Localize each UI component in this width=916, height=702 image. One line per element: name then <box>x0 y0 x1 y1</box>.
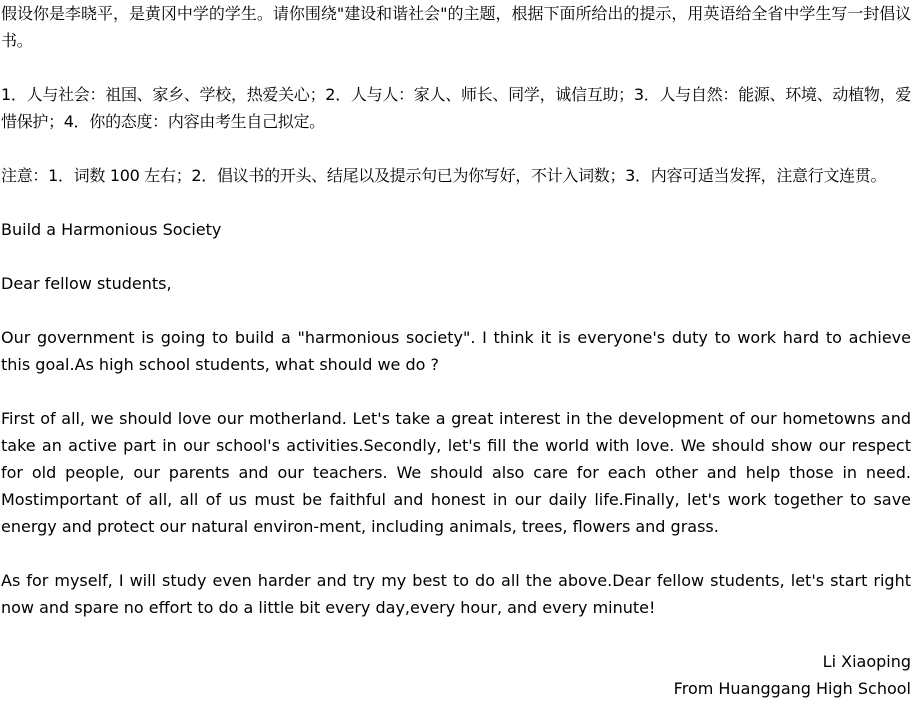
spacer <box>1 54 911 81</box>
spacer <box>1 135 911 162</box>
prompt-intro: 假设你是李晓平，是黄冈中学的学生。请你围绕"建设和谐社会"的主题，根据下面所给出的提示，用英语给全省中学生写一封倡议书。 <box>1 4 911 50</box>
essay-paragraph-3: As for myself, I will study even harder and try my best to do all the above.Dear fellow students, let's start right now and spare no effort to do a little bit every day,every hour, and every minute! <box>1 571 911 617</box>
spacer <box>1 378 911 405</box>
prompt-notes: 注意：1．词数 100 左右；2．倡议书的开头、结尾以及提示句已为你写好，不计入词数；3．内容可适当发挥，注意行文连贯。 <box>1 166 887 185</box>
essay-paragraph-2: First of all, we should love our motherland. Let's take a great interest in the development of our hometowns and take an active part in our school's activities.Secondly, let's fill the world with love. We should show our respect for old people, our parents and our teachers. We should also care for each other and help those in need. Mostimportant of all, all of us must be faithful and honest in our daily life.Finally, let's work together to save energy and protect our natural environ-ment, including animals, trees, flowers and grass. <box>1 409 911 536</box>
signature-school: From Huanggang High School <box>673 679 911 698</box>
essay-greeting: Dear fellow students, <box>1 274 172 293</box>
prompt-points: 1．人与社会：祖国、家乡、学校，热爱关心；2．人与人：家人、师长、同学，诚信互助；3．人与自然：能源、环境、动植物，爱惜保护；4．你的态度：内容由考生自己拟定。 <box>1 85 911 131</box>
signature-block <box>1 648 911 702</box>
spacer <box>1 189 911 216</box>
spacer <box>1 540 911 567</box>
essay-title: Build a Harmonious Society <box>1 220 222 239</box>
spacer <box>1 243 911 270</box>
spacer <box>1 297 911 324</box>
spacer <box>1 621 911 648</box>
signature-name: Li Xiaoping <box>822 652 911 671</box>
essay-paragraph-1: Our government is going to build a "harmonious society". I think it is everyone's duty to work hard to achieve this goal.As high school students, what should we do ? <box>1 328 911 374</box>
